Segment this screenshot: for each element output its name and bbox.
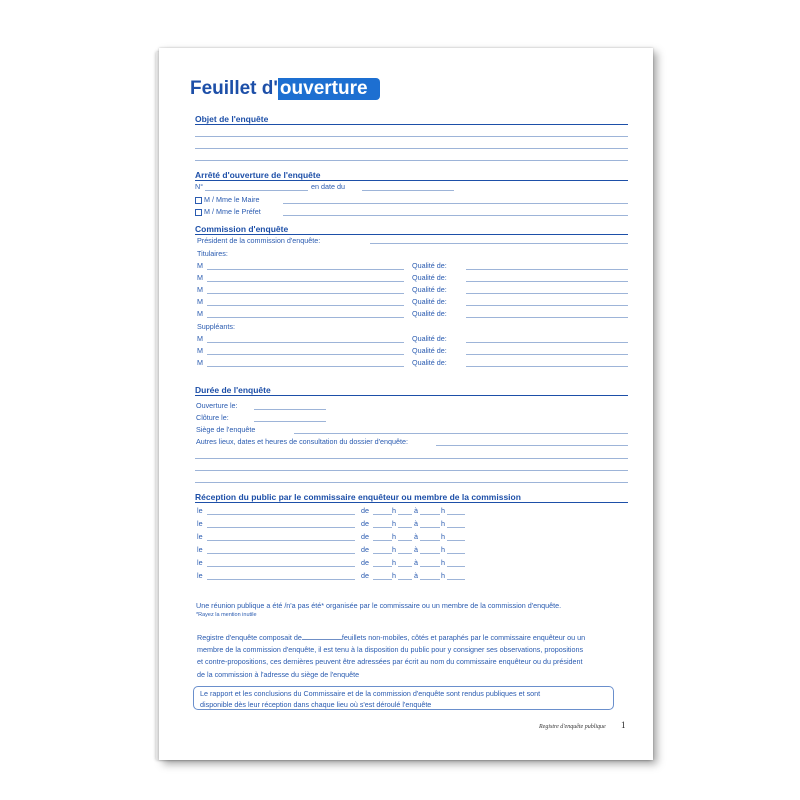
reception-a-label: à	[414, 558, 418, 567]
reception-start-min-field[interactable]	[398, 514, 412, 515]
footer-label: Registre d'enquête publique	[539, 724, 606, 730]
reception-start-hour-field[interactable]	[373, 566, 392, 567]
suppleants-label: Suppléants:	[197, 322, 235, 331]
arrete-maire-option[interactable]: M / Mme le Maire	[195, 195, 260, 204]
rapport-notice-line: Le rapport et les conclusions du Commissaire et de la commission d'enquête sont rendus publiques et sont	[200, 689, 541, 698]
checkbox-icon[interactable]	[195, 197, 202, 204]
qualite-field[interactable]	[466, 293, 628, 294]
autres-label: Autres lieux, dates et heures de consultation du dossier d'enquête:	[196, 437, 408, 446]
reception-a-label: à	[414, 532, 418, 541]
reception-le-label: le	[197, 519, 203, 528]
reception-start-hour-field[interactable]	[373, 553, 392, 554]
section-commission-title: Commission d'enquête	[195, 224, 289, 234]
qualite-label: Qualité de:	[412, 358, 447, 367]
member-m-label: M	[197, 309, 203, 318]
section-objet-rule	[195, 124, 628, 125]
reception-h-label: h	[392, 571, 396, 580]
member-m-label: M	[197, 346, 203, 355]
reception-end-min-field[interactable]	[447, 540, 465, 541]
member-m-label: M	[197, 358, 203, 367]
arrete-numero-label: N°	[195, 182, 204, 191]
qualite-label: Qualité de:	[412, 334, 447, 343]
arrete-maire-field[interactable]	[283, 203, 628, 204]
section-objet-title: Objet de l'enquête	[195, 114, 269, 124]
reception-date-field[interactable]	[207, 566, 355, 567]
qualite-label: Qualité de:	[412, 346, 447, 355]
member-m-label: M	[197, 334, 203, 343]
reception-de-label: de	[361, 532, 369, 541]
member-name-field[interactable]	[207, 317, 404, 318]
section-duree-title: Durée de l'enquête	[195, 385, 271, 395]
reception-end-hour-field[interactable]	[420, 527, 440, 528]
autres-line[interactable]	[195, 458, 628, 459]
rapport-notice-line: disponible dès leur réception dans chaque lieu où s'est déroulé l'enquête	[200, 700, 432, 709]
member-name-field[interactable]	[207, 269, 404, 270]
reception-h-label: h	[392, 519, 396, 528]
checkbox-icon[interactable]	[195, 209, 202, 216]
qualite-field[interactable]	[466, 317, 628, 318]
siege-field[interactable]	[294, 433, 628, 434]
reception-h-label: h	[441, 558, 445, 567]
reception-de-label: de	[361, 519, 369, 528]
rapport-notice-box	[193, 686, 614, 710]
qualite-label: Qualité de:	[412, 285, 447, 294]
reception-start-min-field[interactable]	[398, 566, 412, 567]
reception-le-label: le	[197, 571, 203, 580]
section-reception-title: Réception du public par le commissaire enquêteur ou membre de la commission	[195, 492, 521, 502]
reception-de-label: de	[361, 545, 369, 554]
member-name-field[interactable]	[207, 293, 404, 294]
page-title: Feuillet d' ouverture	[190, 78, 380, 100]
reception-end-hour-field[interactable]	[420, 540, 440, 541]
section-duree-rule	[195, 395, 628, 396]
arrete-date-field[interactable]	[362, 190, 454, 191]
reception-date-field[interactable]	[207, 514, 355, 515]
reception-de-label: de	[361, 571, 369, 580]
reception-start-min-field[interactable]	[398, 579, 412, 580]
ouverture-label: Ouverture le:	[196, 401, 238, 410]
feuillets-count-field[interactable]	[302, 632, 342, 640]
qualite-field[interactable]	[466, 342, 628, 343]
section-arrete-title: Arrêté d'ouverture de l'enquête	[195, 170, 321, 180]
reception-start-hour-field[interactable]	[373, 527, 392, 528]
president-field[interactable]	[370, 243, 628, 244]
reception-le-label: le	[197, 506, 203, 515]
reception-a-label: à	[414, 506, 418, 515]
reception-le-label: le	[197, 558, 203, 567]
reception-end-hour-field[interactable]	[420, 553, 440, 554]
reception-start-min-field[interactable]	[398, 527, 412, 528]
reception-end-min-field[interactable]	[447, 566, 465, 567]
reception-de-label: de	[361, 506, 369, 515]
reception-start-hour-field[interactable]	[373, 540, 392, 541]
page-number: 1	[621, 720, 626, 730]
reception-date-field[interactable]	[207, 527, 355, 528]
qualite-label: Qualité de:	[412, 297, 447, 306]
reception-start-min-field[interactable]	[398, 540, 412, 541]
reception-h-label: h	[441, 506, 445, 515]
siege-label: Siège de l'enquête	[196, 425, 256, 434]
reception-h-label: h	[441, 519, 445, 528]
member-m-label: M	[197, 273, 203, 282]
reception-h-label: h	[392, 558, 396, 567]
reception-start-min-field[interactable]	[398, 553, 412, 554]
reception-le-label: le	[197, 545, 203, 554]
objet-line[interactable]	[195, 136, 628, 137]
reception-h-label: h	[441, 571, 445, 580]
member-m-label: M	[197, 297, 203, 306]
qualite-label: Qualité de:	[412, 261, 447, 270]
member-name-field[interactable]	[207, 342, 404, 343]
reception-h-label: h	[441, 532, 445, 541]
member-m-label: M	[197, 285, 203, 294]
president-label: Président de la commission d'enquête:	[197, 236, 321, 245]
autres-field[interactable]	[436, 445, 628, 446]
arrete-date-label: en date du	[311, 182, 345, 191]
qualite-field[interactable]	[466, 354, 628, 355]
autres-line[interactable]	[195, 482, 628, 483]
reception-h-label: h	[392, 532, 396, 541]
reunion-text: Une réunion publique a été /n'a pas été* organisée par le commissaire ou un membre de la commission d'enquête.	[196, 601, 562, 610]
section-arrete-rule	[195, 180, 628, 181]
arrete-numero-field[interactable]	[205, 190, 308, 191]
member-name-field[interactable]	[207, 354, 404, 355]
qualite-field[interactable]	[466, 269, 628, 270]
qualite-label: Qualité de:	[412, 273, 447, 282]
objet-line[interactable]	[195, 148, 628, 149]
reception-date-field[interactable]	[207, 579, 355, 580]
reception-end-min-field[interactable]	[447, 514, 465, 515]
reception-h-label: h	[392, 506, 396, 515]
qualite-field[interactable]	[466, 305, 628, 306]
registre-paragraph: Registre d'enquête composait de feuillets non-mobiles, côtés et paraphés par le commissaire enquêteur ou un membre de la commission d'enquête, il est tenu à la disposition du public pour y consigner ses observations, propositions et contre-propositions, ces dernières peuvent être adressées par écrit au nom du commissaire enquêteur ou du président de la commission à l'adresse du siège de l'enquête	[197, 633, 586, 679]
reception-a-label: à	[414, 545, 418, 554]
rayez-note: *Rayez la mention inutile	[196, 612, 257, 618]
member-name-field[interactable]	[207, 366, 404, 367]
cloture-field[interactable]	[254, 421, 326, 422]
reception-end-min-field[interactable]	[447, 527, 465, 528]
qualite-field[interactable]	[466, 281, 628, 282]
ouverture-field[interactable]	[254, 409, 326, 410]
qualite-field[interactable]	[466, 366, 628, 367]
reception-a-label: à	[414, 571, 418, 580]
titulaires-label: Titulaires:	[197, 249, 228, 258]
section-commission-rule	[195, 234, 628, 235]
reception-de-label: de	[361, 558, 369, 567]
member-m-label: M	[197, 261, 203, 270]
reception-h-label: h	[441, 545, 445, 554]
member-name-field[interactable]	[207, 305, 404, 306]
reception-date-field[interactable]	[207, 540, 355, 541]
reception-end-hour-field[interactable]	[420, 514, 440, 515]
autres-line[interactable]	[195, 470, 628, 471]
reception-end-hour-field[interactable]	[420, 579, 440, 580]
member-name-field[interactable]	[207, 281, 404, 282]
reception-start-hour-field[interactable]	[373, 579, 392, 580]
reception-a-label: à	[414, 519, 418, 528]
reception-end-hour-field[interactable]	[420, 566, 440, 567]
arrete-prefet-field[interactable]	[283, 215, 628, 216]
arrete-prefet-option[interactable]: M / Mme le Préfet	[195, 207, 261, 216]
title-highlight: ouverture	[278, 78, 380, 100]
qualite-label: Qualité de:	[412, 309, 447, 318]
section-reception-rule	[195, 502, 628, 503]
reception-h-label: h	[392, 545, 396, 554]
reception-start-hour-field[interactable]	[373, 514, 392, 515]
reception-end-min-field[interactable]	[447, 579, 465, 580]
reception-le-label: le	[197, 532, 203, 541]
reception-date-field[interactable]	[207, 553, 355, 554]
cloture-label: Clôture le:	[196, 413, 229, 422]
reception-end-min-field[interactable]	[447, 553, 465, 554]
objet-line[interactable]	[195, 160, 628, 161]
